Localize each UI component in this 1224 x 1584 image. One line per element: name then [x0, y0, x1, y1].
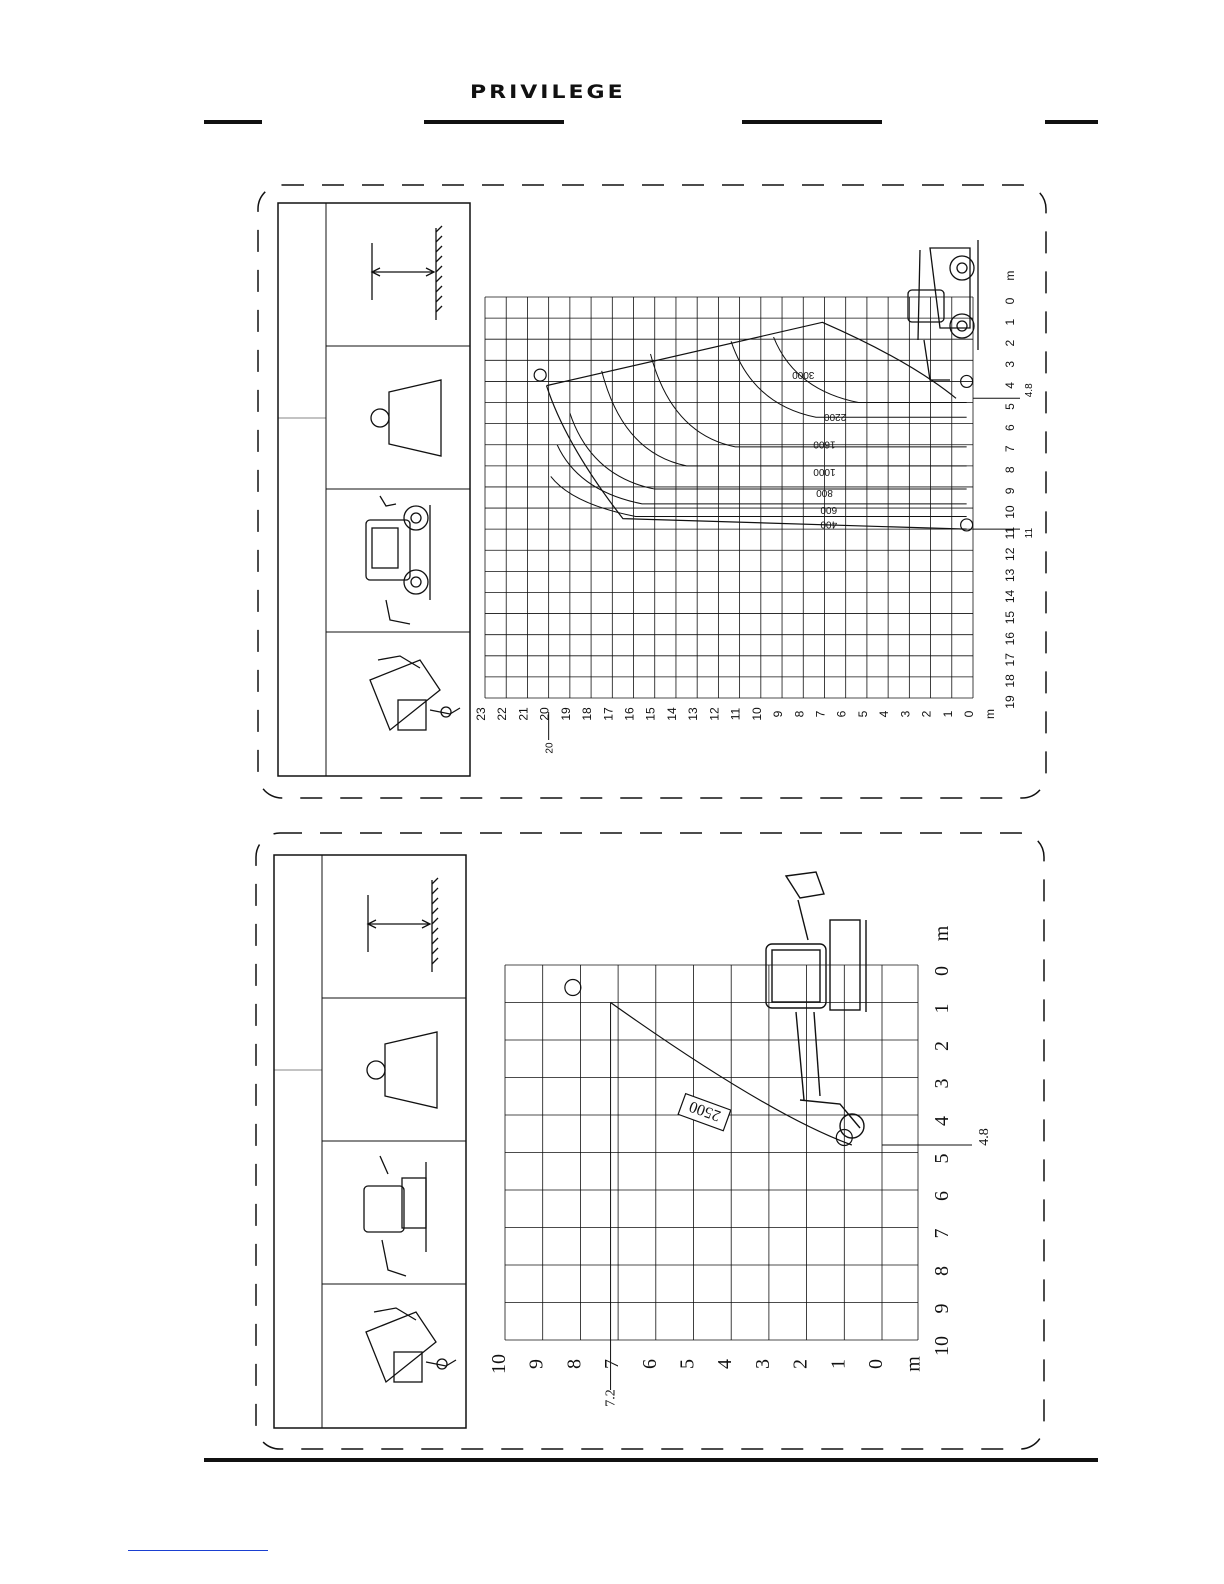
- y-tick-label: 1: [827, 1359, 850, 1369]
- y-tick-label: 7: [813, 710, 828, 718]
- y-tick-label: 0: [962, 710, 976, 718]
- brand-logo: PRIVILEGE: [470, 81, 626, 104]
- basket-attachment-icon-2: [366, 1308, 456, 1382]
- y-tick-label: 18: [580, 707, 595, 721]
- x-tick-label: 4: [1003, 382, 1017, 389]
- chart2-machine-drawing: [766, 872, 866, 1138]
- x-tick-label: 5: [1003, 403, 1017, 410]
- x-tick-label: m: [1003, 270, 1017, 281]
- x-tick-label: 10: [931, 1336, 953, 1356]
- x-tick-label: 8: [1003, 466, 1017, 474]
- x-tick-label: 14: [1003, 589, 1017, 604]
- x-tick-label: 17: [1003, 653, 1017, 667]
- load-zone-label: 400: [820, 518, 838, 530]
- chart2-info-panel: [274, 855, 466, 1428]
- chart1-load-diagram: [474, 271, 1035, 754]
- x-tick-label: 6: [1003, 424, 1017, 431]
- chart2-load-diagram: [488, 925, 992, 1406]
- y-tick-label: 17: [601, 707, 616, 721]
- y-tick-label: 3: [898, 710, 913, 718]
- x-tick-label: m: [931, 925, 953, 942]
- chart1-machine-drawing: [908, 240, 978, 380]
- load-zone-label: 1600: [813, 438, 836, 450]
- x-tick-label: 5: [931, 1153, 953, 1164]
- y-tick-label: 20: [537, 707, 552, 721]
- y-tick-label: 13: [686, 707, 701, 721]
- x-tick-label: 7: [931, 1228, 953, 1239]
- x-tick-label: 15: [1003, 610, 1017, 625]
- y-tick-label: 8: [563, 1359, 586, 1369]
- y-tick-label: 16: [622, 707, 637, 721]
- y-tick-label: 9: [525, 1359, 548, 1369]
- reach-large-label: 11: [1024, 527, 1035, 539]
- y-tick-label: 6: [638, 1359, 661, 1369]
- x-tick-label: 11: [1003, 526, 1017, 540]
- y-tick-label: 12: [707, 707, 722, 721]
- x-tick-label: 12: [1003, 547, 1017, 561]
- x-tick-label: 2: [1003, 339, 1017, 347]
- y-tick-label: 10: [749, 707, 764, 721]
- y-tick-label: 15: [643, 707, 658, 721]
- load-zone-curve: [650, 354, 966, 450]
- load-zone-label: 600: [820, 503, 838, 515]
- max-height-label: 7.2: [603, 1389, 619, 1407]
- load-zone-label: 3000: [792, 368, 815, 380]
- x-tick-label: 16: [1003, 632, 1017, 646]
- stabilizer-height-icon-2: [368, 878, 438, 972]
- basket-max-icon: [534, 369, 546, 381]
- y-tick-label: 8: [792, 710, 807, 718]
- x-tick-label: 6: [931, 1191, 953, 1201]
- x-tick-label: 2: [931, 1041, 953, 1051]
- y-tick-label: 5: [676, 1359, 699, 1369]
- x-tick-label: 19: [1003, 695, 1017, 709]
- y-tick-label: 2: [789, 1359, 812, 1369]
- x-tick-label: 18: [1003, 674, 1017, 688]
- y-tick-label: 5: [855, 710, 870, 718]
- y-tick-label: 14: [664, 707, 679, 721]
- x-tick-label: 3: [1003, 360, 1017, 368]
- x-tick-label: 8: [931, 1266, 953, 1276]
- y-tick-label: 3: [751, 1359, 774, 1369]
- telehandler-machine-icon-2: [364, 1156, 426, 1276]
- reach-small-label: 4.8: [1024, 383, 1035, 398]
- envelope-bottom: [547, 386, 967, 530]
- y-tick-label: 7: [601, 1359, 624, 1369]
- max-height-label: 20: [544, 742, 556, 754]
- x-tick-label: 10: [1003, 505, 1017, 519]
- chart1-info-panel: [278, 203, 470, 776]
- basket-max-icon: [565, 980, 581, 996]
- load-zone-curve: [570, 410, 967, 489]
- load-label-value: 2500: [687, 1097, 723, 1125]
- x-tick-label: 7: [1003, 445, 1017, 453]
- y-tick-label: 1: [940, 710, 955, 718]
- load-weight-icon: [371, 380, 441, 456]
- reach-label: 4.8: [977, 1128, 992, 1146]
- basket-attachment-icon: [370, 656, 460, 730]
- y-tick-label: m: [983, 709, 998, 719]
- y-tick-label: 11: [728, 707, 743, 721]
- stabilizer-height-icon: [372, 226, 442, 320]
- x-tick-label: 3: [931, 1078, 953, 1089]
- y-tick-label: 0: [865, 1359, 887, 1369]
- chart1-frame: [258, 185, 1046, 798]
- y-tick-label: 23: [474, 707, 488, 721]
- x-tick-label: 13: [1003, 568, 1017, 583]
- x-tick-label: 9: [1003, 487, 1017, 495]
- load-zone-curve: [551, 476, 967, 516]
- x-tick-label: 0: [1003, 297, 1017, 305]
- x-tick-label: 4: [931, 1116, 953, 1126]
- x-tick-label: 9: [931, 1303, 953, 1314]
- load-weight-icon-2: [367, 1032, 437, 1108]
- load-zone-label: 1000: [813, 465, 836, 477]
- load-zone-curve: [731, 341, 967, 417]
- y-tick-label: 4: [714, 1359, 737, 1369]
- y-tick-label: 6: [834, 710, 849, 718]
- x-tick-label: 1: [1003, 318, 1017, 326]
- y-tick-label: 21: [516, 707, 531, 721]
- load-label-box: [678, 1094, 731, 1131]
- y-tick-label: m: [902, 1356, 925, 1372]
- y-tick-label: 22: [495, 707, 510, 721]
- load-zone-curve: [557, 445, 966, 504]
- x-tick-label: 1: [931, 1003, 953, 1014]
- telehandler-machine-icon: [366, 496, 430, 624]
- y-tick-label: 2: [919, 710, 934, 718]
- y-tick-label: 10: [488, 1354, 510, 1374]
- y-tick-label: 4: [877, 710, 892, 718]
- load-zone-label: 800: [816, 486, 833, 498]
- load-zone-curve: [602, 368, 967, 466]
- load-zone-label: 2200: [823, 410, 847, 422]
- x-tick-label: 0: [931, 966, 953, 976]
- y-tick-label: 9: [771, 710, 786, 718]
- y-tick-label: 19: [558, 707, 573, 721]
